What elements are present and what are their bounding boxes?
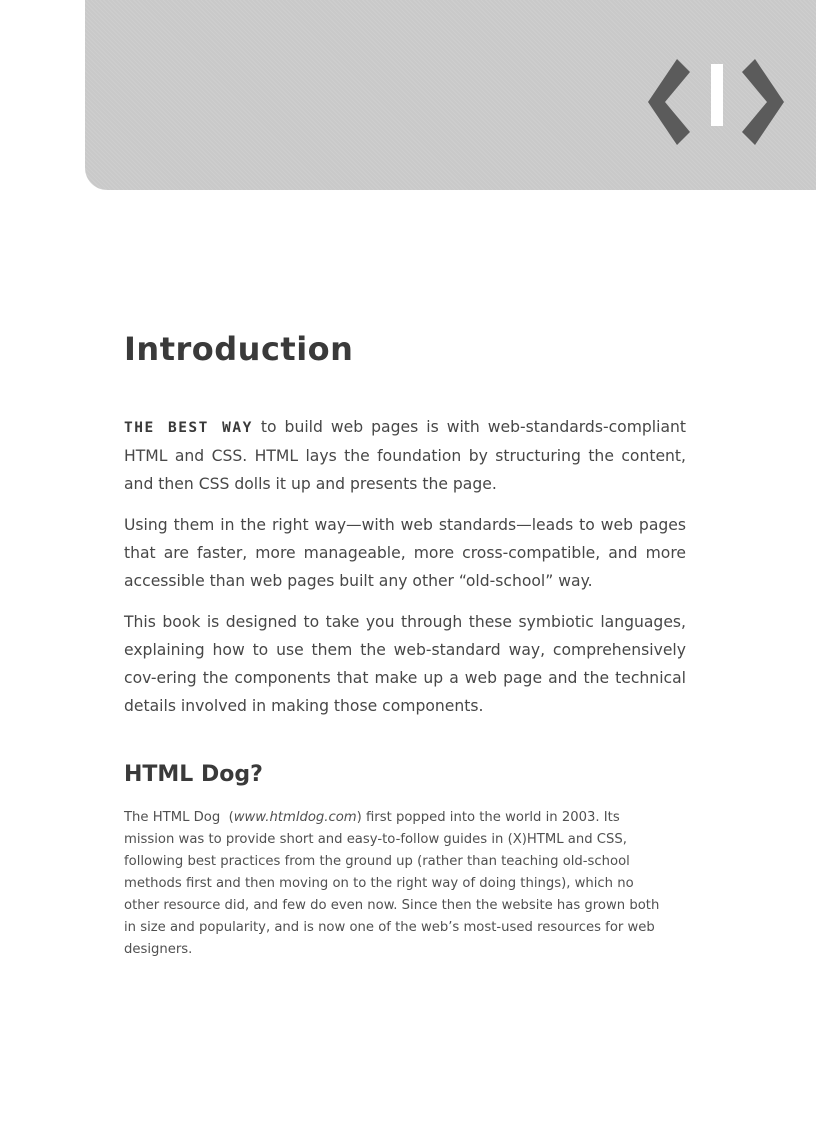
website-link: www.htmldog.com (233, 810, 357, 825)
section-heading: HTML Dog? (124, 762, 263, 787)
lead-in-text: THE BEST WAY (124, 420, 253, 436)
intro-paragraph-1 (124, 413, 686, 498)
page-title: Introduction (124, 330, 354, 368)
section-paragraph (124, 807, 669, 961)
intro-paragraph-2: Using them in the right way—with web standards—leads to web pages that are faster, more manageable, more cross-compatible, and more accessible than web pages built any other “old-school” way. (124, 516, 686, 590)
section-text-end: ) first popped into the world in 2003. Its mission was to provide short and easy-to-follow guides in (X)HTML and CSS, following best practices from the ground up (rather than teaching old-school methods first and then moving on to the right way of doing things), which no other resource did, and few do even now. Since then the website has grown both in size and popularity, and is now one of the web’s most-used resources for web designers. (124, 810, 660, 957)
center-bar (711, 64, 723, 126)
right-angle-bracket (742, 59, 784, 145)
intro-paragraph-3: This book is designed to take you through these symbiotic languages, explaining how to use them the web-standard way, comprehensively cov-ering the components that make up a web page and the technical details involved in making those components. (124, 613, 686, 715)
section-text-start: The HTML Dog ( (124, 810, 234, 825)
left-angle-bracket (648, 59, 690, 145)
code-brackets-icon (645, 56, 787, 148)
paragraph-1-text: to build web pages is with web-standards-compliant HTML and CSS. HTML lays the foundation by structuring the content, and then CSS dolls it up and presents the page. (124, 418, 687, 493)
